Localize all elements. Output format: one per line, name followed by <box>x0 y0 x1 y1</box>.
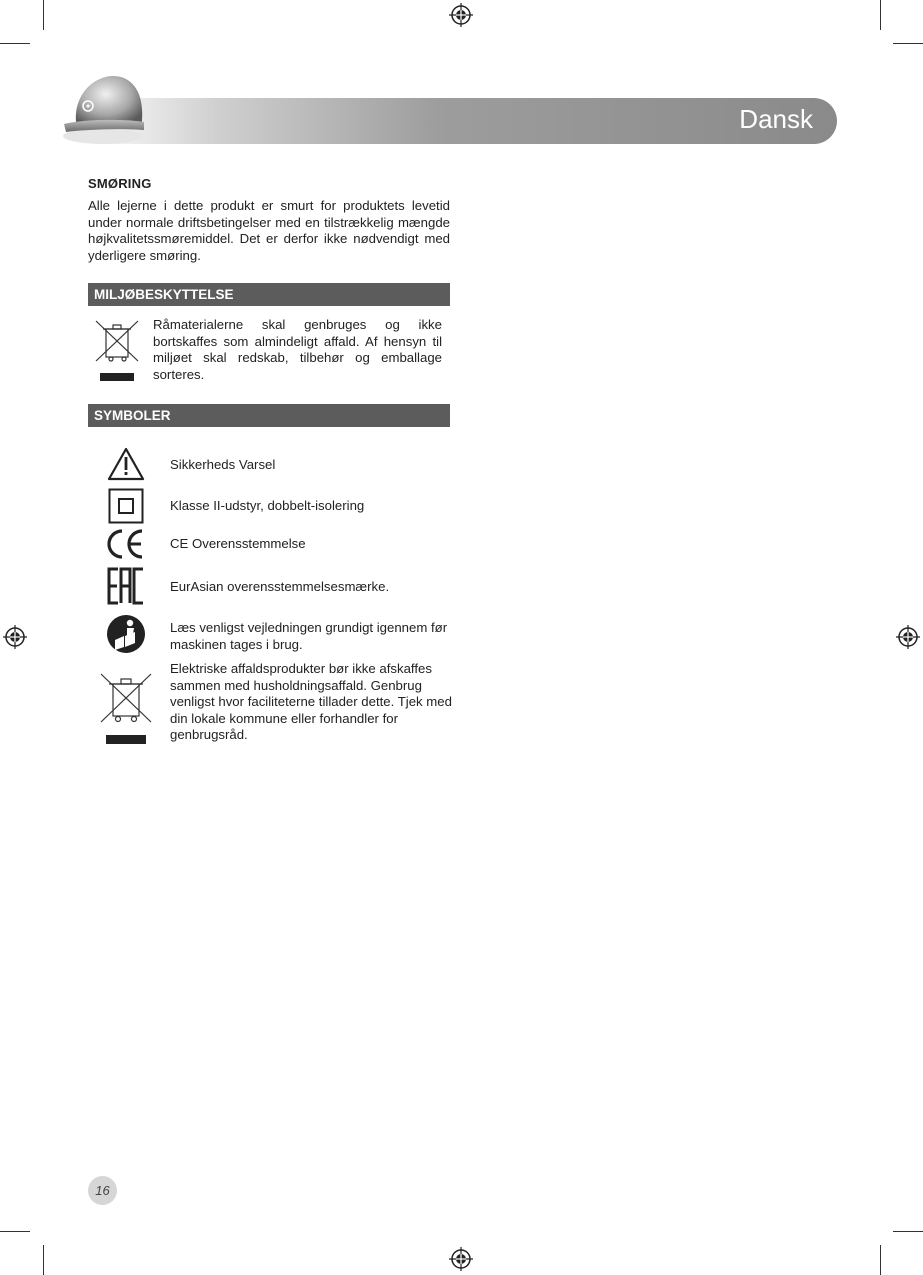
lubrication-text: Alle lejerne i dette produkt er smurt for produktets levetid under normale driftsbetingelser med en tilstrækkelig mængde højkvalitetssmøremiddel. Det er derfor ikke nødvendigt med yderligere smøring. <box>88 198 450 263</box>
eac-mark-icon <box>107 567 145 605</box>
environment-text: Råmaterialerne skal genbruges og ikke bortskaffes som almindeligt affald. Af hensyn til miljøet skal redskab, tilbehør og emballage sorteres. <box>153 317 442 382</box>
page-number: 16 <box>88 1176 117 1205</box>
environment-heading: MILJØBESKYTTELSE <box>94 287 234 302</box>
header-banner <box>110 98 837 144</box>
read-manual-icon <box>106 614 146 654</box>
symbol-label-warning: Sikkerheds Varsel <box>170 457 276 472</box>
registration-mark-icon <box>896 625 920 649</box>
weee-crossed-bin-icon <box>99 670 153 746</box>
crop-mark <box>0 1231 30 1232</box>
crop-mark <box>893 43 923 44</box>
crop-mark <box>43 0 44 30</box>
crop-mark <box>880 0 881 30</box>
symbol-label-ce: CE Overensstemmelse <box>170 536 306 551</box>
crop-mark <box>893 1231 923 1232</box>
language-title: Dansk <box>739 104 813 134</box>
symbol-label-eac: EurAsian overensstemmelsesmærke. <box>170 579 390 594</box>
safety-helmet-icon <box>58 70 148 150</box>
ce-mark-icon <box>105 528 147 560</box>
class-ii-double-square-icon <box>108 488 144 524</box>
warning-triangle-icon <box>107 447 145 481</box>
symbol-label-class-ii: Klasse II-udstyr, dobbelt-isolering <box>170 498 365 513</box>
symbol-label-read-manual: Læs venligst vejledningen grundigt igennem før maskinen tages i brug. <box>170 620 448 652</box>
registration-mark-icon <box>3 625 27 649</box>
environment-heading-bar <box>88 283 450 306</box>
symbols-heading-bar <box>88 404 450 427</box>
crop-mark <box>880 1245 881 1275</box>
crop-mark <box>43 1245 44 1275</box>
registration-mark-icon <box>449 3 473 27</box>
registration-mark-icon <box>449 1247 473 1271</box>
crop-mark <box>0 43 30 44</box>
weee-crossed-bin-icon <box>94 317 140 383</box>
symbols-heading: SYMBOLER <box>94 408 171 423</box>
lubrication-heading: SMØRING <box>88 176 152 191</box>
symbol-label-weee: Elektriske affaldsprodukter bør ikke afskaffes sammen med husholdningsaffald. Genbrug venligst hvor faciliteterne tillader dette. Tjek med din lokale kommune eller forhandler for genbrugsråd. <box>170 661 452 742</box>
